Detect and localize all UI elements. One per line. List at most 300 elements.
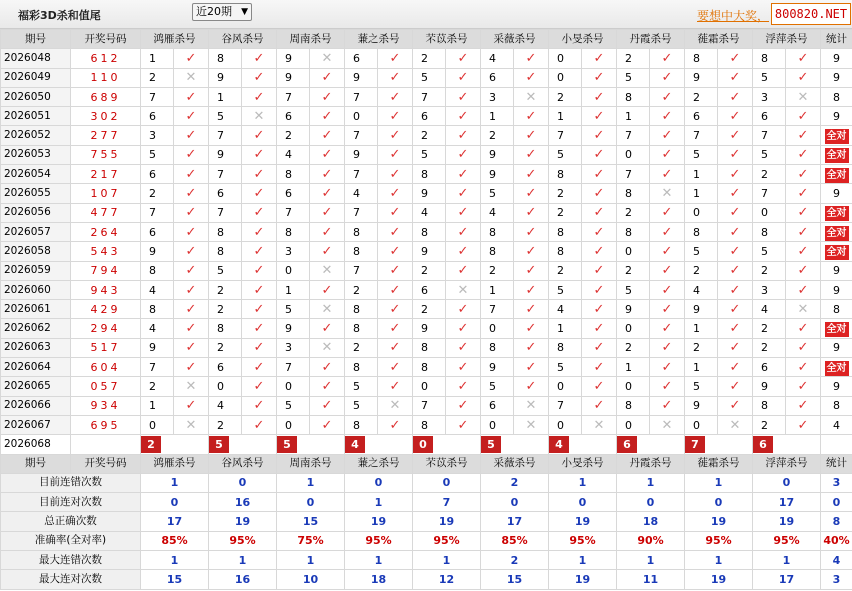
kill-number-cell: 7 [141, 203, 174, 222]
check-icon: ✓ [514, 338, 549, 357]
top-bar [0, 0, 852, 29]
check-icon: ✓ [514, 242, 549, 261]
table-row [1, 396, 852, 415]
check-icon: ✓ [446, 203, 481, 222]
stats-total: 8 [821, 512, 852, 531]
check-icon: ✓ [786, 396, 821, 415]
row-stat-cell [821, 319, 852, 338]
kill-number-cell: 2 [209, 338, 242, 357]
check-icon: ✓ [242, 396, 277, 415]
check-icon: ✓ [718, 242, 753, 261]
stats-value: 90% [617, 531, 685, 550]
check-icon: ✓ [242, 87, 277, 106]
stats-value: 0 [549, 493, 617, 512]
col-header-period: 期号 [1, 30, 71, 49]
check-icon: ✓ [310, 358, 345, 377]
kill-number-cell: 9 [345, 68, 378, 87]
check-icon: ✓ [446, 126, 481, 145]
row-stat-value: 9 [833, 283, 840, 297]
kill-number-cell: 2 [141, 377, 174, 396]
kill-number-cell: 5 [413, 68, 446, 87]
all-correct-badge: 全对 [826, 324, 847, 336]
row-stat-value: 8 [833, 302, 840, 316]
chevron-down-icon: ▼ [241, 7, 248, 17]
kill-number-cell: 9 [617, 300, 650, 319]
kill-number-cell: 4 [481, 49, 514, 68]
stats-value: 18 [345, 570, 413, 589]
check-icon: ✓ [718, 107, 753, 126]
kill-number-cell: 2 [345, 338, 378, 357]
stats-value: 19 [209, 512, 277, 531]
check-icon: ✓ [174, 126, 209, 145]
kill-number-cell: 2 [277, 126, 310, 145]
stats-value: 17 [753, 570, 821, 589]
cross-icon: ✕ [174, 377, 209, 396]
stats-total: 3 [821, 473, 852, 492]
check-icon: ✓ [378, 203, 413, 222]
kill-number-cell: 6 [481, 68, 514, 87]
kill-number-cell: 0 [141, 415, 174, 434]
kill-number-cell: 9 [209, 68, 242, 87]
kill-number-cell: 8 [345, 358, 378, 377]
check-icon: ✓ [718, 300, 753, 319]
check-icon: ✓ [174, 358, 209, 377]
site-badge[interactable]: 800820.NET [771, 3, 851, 25]
check-icon: ✓ [242, 300, 277, 319]
period-cell: 2026051 [1, 107, 71, 126]
col-header-winning: 开奖号码 [71, 454, 141, 473]
kill-number-cell: 9 [141, 242, 174, 261]
kill-number-cell: 7 [209, 165, 242, 184]
current-kill-number: 6 [617, 436, 637, 453]
kill-number-cell: 7 [481, 300, 514, 319]
table-row [1, 280, 852, 299]
stats-value: 1 [345, 551, 413, 570]
table-row [1, 338, 852, 357]
kill-number-cell: 9 [685, 68, 718, 87]
row-stat-cell [821, 107, 852, 126]
check-icon: ✓ [174, 49, 209, 68]
kill-number-cell: 6 [481, 396, 514, 415]
kill-number-cell: 4 [753, 300, 786, 319]
check-icon: ✓ [650, 319, 685, 338]
period-cell: 2026060 [1, 280, 71, 299]
kill-number-cell: 0 [481, 319, 514, 338]
check-icon: ✓ [242, 165, 277, 184]
current-kill-cell [685, 435, 753, 454]
check-icon: ✓ [582, 184, 617, 203]
check-icon: ✓ [446, 319, 481, 338]
row-stat-value: 9 [833, 109, 840, 123]
check-icon: ✓ [786, 126, 821, 145]
cross-icon: ✕ [310, 261, 345, 280]
kill-number-cell: 5 [753, 145, 786, 164]
winning-number-cell: 477 [71, 203, 141, 222]
kill-number-cell: 7 [549, 126, 582, 145]
kill-number-cell: 0 [617, 415, 650, 434]
check-icon: ✓ [582, 377, 617, 396]
kill-number-cell: 7 [549, 396, 582, 415]
kill-number-cell: 8 [345, 319, 378, 338]
check-icon: ✓ [718, 358, 753, 377]
check-icon: ✓ [582, 396, 617, 415]
row-stat-value: 9 [833, 51, 840, 65]
check-icon: ✓ [786, 145, 821, 164]
kill-number-cell: 8 [413, 338, 446, 357]
cross-icon: ✕ [650, 415, 685, 434]
kill-number-table [0, 29, 852, 590]
check-icon: ✓ [582, 203, 617, 222]
kill-number-cell: 1 [617, 107, 650, 126]
kill-number-cell: 2 [549, 261, 582, 280]
stats-row [1, 493, 852, 512]
check-icon: ✓ [310, 203, 345, 222]
period-cell: 2026054 [1, 165, 71, 184]
kill-number-cell: 0 [549, 415, 582, 434]
winning-number-cell: 517 [71, 338, 141, 357]
period-cell: 2026049 [1, 68, 71, 87]
kill-number-cell: 9 [413, 319, 446, 338]
winning-number-cell: 794 [71, 261, 141, 280]
kill-number-cell: 8 [753, 222, 786, 241]
stats-value: 0 [141, 493, 209, 512]
check-icon: ✓ [650, 338, 685, 357]
stats-label: 总正确次数 [1, 512, 141, 531]
check-icon: ✓ [242, 280, 277, 299]
col-header-expert: 鸿雁杀号 [141, 454, 209, 473]
row-stat-cell [821, 126, 852, 145]
kill-number-cell: 8 [685, 222, 718, 241]
check-icon: ✓ [242, 358, 277, 377]
kill-number-cell: 6 [209, 358, 242, 377]
current-kill-cell [209, 435, 277, 454]
check-icon: ✓ [446, 87, 481, 106]
stats-value: 1 [685, 473, 753, 492]
period-select[interactable] [192, 3, 252, 21]
current-kill-cell [481, 435, 549, 454]
kill-number-cell: 0 [549, 377, 582, 396]
check-icon: ✓ [446, 145, 481, 164]
kill-number-cell: 6 [209, 184, 242, 203]
stats-value: 17 [753, 493, 821, 512]
check-icon: ✓ [310, 165, 345, 184]
stats-value: 17 [481, 512, 549, 531]
kill-number-cell: 2 [209, 415, 242, 434]
check-icon: ✓ [378, 377, 413, 396]
kill-number-cell: 6 [277, 107, 310, 126]
kill-number-cell: 7 [141, 358, 174, 377]
check-icon: ✓ [378, 126, 413, 145]
kill-number-cell: 6 [345, 49, 378, 68]
stats-value: 95% [413, 531, 481, 550]
kill-number-cell: 8 [617, 222, 650, 241]
cross-icon: ✕ [378, 396, 413, 415]
kill-number-cell: 7 [753, 126, 786, 145]
page-title: 福彩3D杀和值尾 [18, 9, 101, 22]
check-icon: ✓ [310, 377, 345, 396]
kill-number-cell: 2 [617, 203, 650, 222]
row-stat-cell [821, 415, 852, 434]
table-row [1, 319, 852, 338]
winning-number-cell: 429 [71, 300, 141, 319]
kill-number-cell: 8 [209, 49, 242, 68]
kill-number-cell: 0 [617, 377, 650, 396]
promo-link[interactable]: 要想中大奖， [697, 9, 770, 23]
check-icon: ✓ [310, 280, 345, 299]
check-icon: ✓ [242, 49, 277, 68]
stats-value: 19 [549, 512, 617, 531]
check-icon: ✓ [446, 184, 481, 203]
check-icon: ✓ [514, 319, 549, 338]
kill-number-cell: 5 [685, 145, 718, 164]
stats-value: 0 [345, 473, 413, 492]
check-icon: ✓ [446, 222, 481, 241]
row-stat-cell [821, 49, 852, 68]
check-icon: ✓ [582, 261, 617, 280]
stats-value: 0 [209, 473, 277, 492]
period-cell: 2026061 [1, 300, 71, 319]
check-icon: ✓ [582, 87, 617, 106]
stats-value: 17 [141, 512, 209, 531]
kill-number-cell: 0 [413, 377, 446, 396]
check-icon: ✓ [582, 165, 617, 184]
kill-number-cell: 1 [549, 319, 582, 338]
col-header-expert: 丹霞杀号 [617, 454, 685, 473]
kill-number-cell: 2 [209, 300, 242, 319]
check-icon: ✓ [310, 107, 345, 126]
kill-number-cell: 3 [277, 338, 310, 357]
kill-number-cell: 5 [277, 396, 310, 415]
kill-number-cell: 0 [481, 415, 514, 434]
stats-total: 3 [821, 570, 852, 589]
kill-number-cell: 6 [141, 107, 174, 126]
period-cell: 2026057 [1, 222, 71, 241]
kill-number-cell: 7 [345, 87, 378, 106]
check-icon: ✓ [242, 145, 277, 164]
kill-number-cell: 0 [617, 145, 650, 164]
check-icon: ✓ [650, 126, 685, 145]
check-icon: ✓ [718, 261, 753, 280]
stats-value: 95% [209, 531, 277, 550]
check-icon: ✓ [514, 280, 549, 299]
kill-number-cell: 1 [685, 165, 718, 184]
cross-icon: ✕ [310, 300, 345, 319]
check-icon: ✓ [378, 145, 413, 164]
current-kill-number: 5 [277, 436, 297, 453]
check-icon: ✓ [378, 280, 413, 299]
kill-number-cell: 2 [413, 300, 446, 319]
check-icon: ✓ [514, 377, 549, 396]
kill-number-cell: 2 [685, 261, 718, 280]
current-period-row [1, 435, 852, 454]
check-icon: ✓ [242, 261, 277, 280]
check-icon: ✓ [650, 377, 685, 396]
cross-icon: ✕ [242, 107, 277, 126]
kill-number-cell: 4 [141, 319, 174, 338]
winning-number-cell: 612 [71, 49, 141, 68]
kill-number-cell: 3 [753, 87, 786, 106]
table-row [1, 377, 852, 396]
stats-value: 2 [481, 473, 549, 492]
check-icon: ✓ [378, 261, 413, 280]
row-stat-cell [821, 203, 852, 222]
check-icon: ✓ [446, 242, 481, 261]
col-header-stat: 统计 [821, 454, 852, 473]
check-icon: ✓ [718, 184, 753, 203]
table-row [1, 49, 852, 68]
kill-number-cell: 0 [617, 242, 650, 261]
check-icon: ✓ [718, 87, 753, 106]
col-header-expert: 浮萍杀号 [753, 454, 821, 473]
kill-number-cell: 9 [685, 300, 718, 319]
kill-number-cell: 4 [345, 184, 378, 203]
kill-number-cell: 5 [549, 280, 582, 299]
all-correct-badge: 全对 [826, 246, 847, 258]
kill-number-cell: 2 [549, 203, 582, 222]
stats-value: 0 [481, 493, 549, 512]
kill-number-cell: 7 [277, 203, 310, 222]
kill-number-cell: 6 [277, 184, 310, 203]
kill-number-cell: 0 [277, 377, 310, 396]
kill-number-cell: 2 [549, 87, 582, 106]
stats-value: 95% [753, 531, 821, 550]
winning-number-cell: 277 [71, 126, 141, 145]
kill-number-cell: 5 [345, 377, 378, 396]
check-icon: ✓ [242, 319, 277, 338]
check-icon: ✓ [378, 242, 413, 261]
check-icon: ✓ [582, 68, 617, 87]
table-row [1, 203, 852, 222]
check-icon: ✓ [174, 165, 209, 184]
check-icon: ✓ [174, 184, 209, 203]
stats-value: 18 [617, 512, 685, 531]
check-icon: ✓ [174, 261, 209, 280]
check-icon: ✓ [378, 415, 413, 434]
check-icon: ✓ [786, 203, 821, 222]
kill-number-cell: 1 [617, 358, 650, 377]
check-icon: ✓ [582, 300, 617, 319]
check-icon: ✓ [446, 396, 481, 415]
stats-value: 1 [549, 551, 617, 570]
col-header-expert: 采薇杀号 [481, 454, 549, 473]
stats-value: 2 [481, 551, 549, 570]
kill-number-cell: 2 [141, 68, 174, 87]
stats-value: 12 [413, 570, 481, 589]
row-stat-cell [821, 68, 852, 87]
check-icon: ✓ [718, 68, 753, 87]
col-header-expert: 谷风杀号 [209, 454, 277, 473]
current-kill-cell [345, 435, 413, 454]
check-icon: ✓ [242, 377, 277, 396]
table-row [1, 184, 852, 203]
check-icon: ✓ [718, 396, 753, 415]
stats-label: 最大连对次数 [1, 570, 141, 589]
row-stat-cell [821, 261, 852, 280]
current-kill-cell [277, 435, 345, 454]
check-icon: ✓ [718, 222, 753, 241]
current-kill-number: 5 [209, 436, 229, 453]
check-icon: ✓ [650, 358, 685, 377]
row-stat-value: 9 [833, 379, 840, 393]
kill-number-cell: 6 [685, 107, 718, 126]
stats-value: 95% [345, 531, 413, 550]
stats-value: 1 [141, 551, 209, 570]
kill-number-cell: 8 [209, 242, 242, 261]
kill-number-cell: 8 [549, 222, 582, 241]
kill-number-cell: 1 [685, 358, 718, 377]
stats-value: 0 [753, 473, 821, 492]
current-kill-number: 5 [481, 436, 501, 453]
check-icon: ✓ [310, 242, 345, 261]
col-header-expert: 蓰霜杀号 [685, 30, 753, 49]
check-icon: ✓ [310, 396, 345, 415]
stats-value: 1 [753, 551, 821, 570]
check-icon: ✓ [650, 261, 685, 280]
kill-number-cell: 1 [277, 280, 310, 299]
kill-number-cell: 5 [549, 145, 582, 164]
winning-number-cell: 057 [71, 377, 141, 396]
check-icon: ✓ [582, 358, 617, 377]
kill-number-cell: 5 [345, 396, 378, 415]
header-row [1, 454, 852, 473]
check-icon: ✓ [718, 280, 753, 299]
current-kill-cell [753, 435, 821, 454]
check-icon: ✓ [582, 126, 617, 145]
col-header-stat: 统计 [821, 30, 852, 49]
check-icon: ✓ [310, 319, 345, 338]
kill-number-cell: 8 [413, 165, 446, 184]
winning-number-cell: 302 [71, 107, 141, 126]
kill-number-cell: 9 [413, 242, 446, 261]
check-icon: ✓ [446, 338, 481, 357]
current-kill-number: 4 [549, 436, 569, 453]
check-icon: ✓ [650, 280, 685, 299]
table-row [1, 261, 852, 280]
stats-value: 19 [685, 512, 753, 531]
all-correct-badge: 全对 [826, 227, 847, 239]
kill-number-cell: 2 [753, 261, 786, 280]
kill-number-cell: 7 [141, 87, 174, 106]
check-icon: ✓ [514, 126, 549, 145]
cross-icon: ✕ [310, 49, 345, 68]
check-icon: ✓ [650, 107, 685, 126]
stats-value: 1 [413, 551, 481, 570]
cross-icon: ✕ [446, 280, 481, 299]
period-cell: 2026062 [1, 319, 71, 338]
check-icon: ✓ [446, 165, 481, 184]
kill-number-cell: 8 [345, 300, 378, 319]
kill-number-cell: 1 [481, 280, 514, 299]
stats-value: 7 [413, 493, 481, 512]
current-kill-cell [617, 435, 685, 454]
current-kill-number: 2 [141, 436, 161, 453]
kill-number-cell: 8 [753, 396, 786, 415]
kill-number-cell: 8 [277, 165, 310, 184]
row-stat-cell [821, 396, 852, 415]
check-icon: ✓ [310, 87, 345, 106]
kill-number-cell: 0 [277, 415, 310, 434]
kill-number-cell: 8 [345, 222, 378, 241]
kill-number-cell: 8 [481, 222, 514, 241]
row-stat-cell [821, 300, 852, 319]
kill-number-cell: 8 [753, 49, 786, 68]
kill-number-cell: 5 [617, 68, 650, 87]
check-icon: ✓ [378, 319, 413, 338]
kill-number-cell: 7 [345, 261, 378, 280]
cross-icon: ✕ [174, 68, 209, 87]
period-select-value: 近20期 [196, 5, 232, 18]
kill-number-cell: 9 [685, 396, 718, 415]
